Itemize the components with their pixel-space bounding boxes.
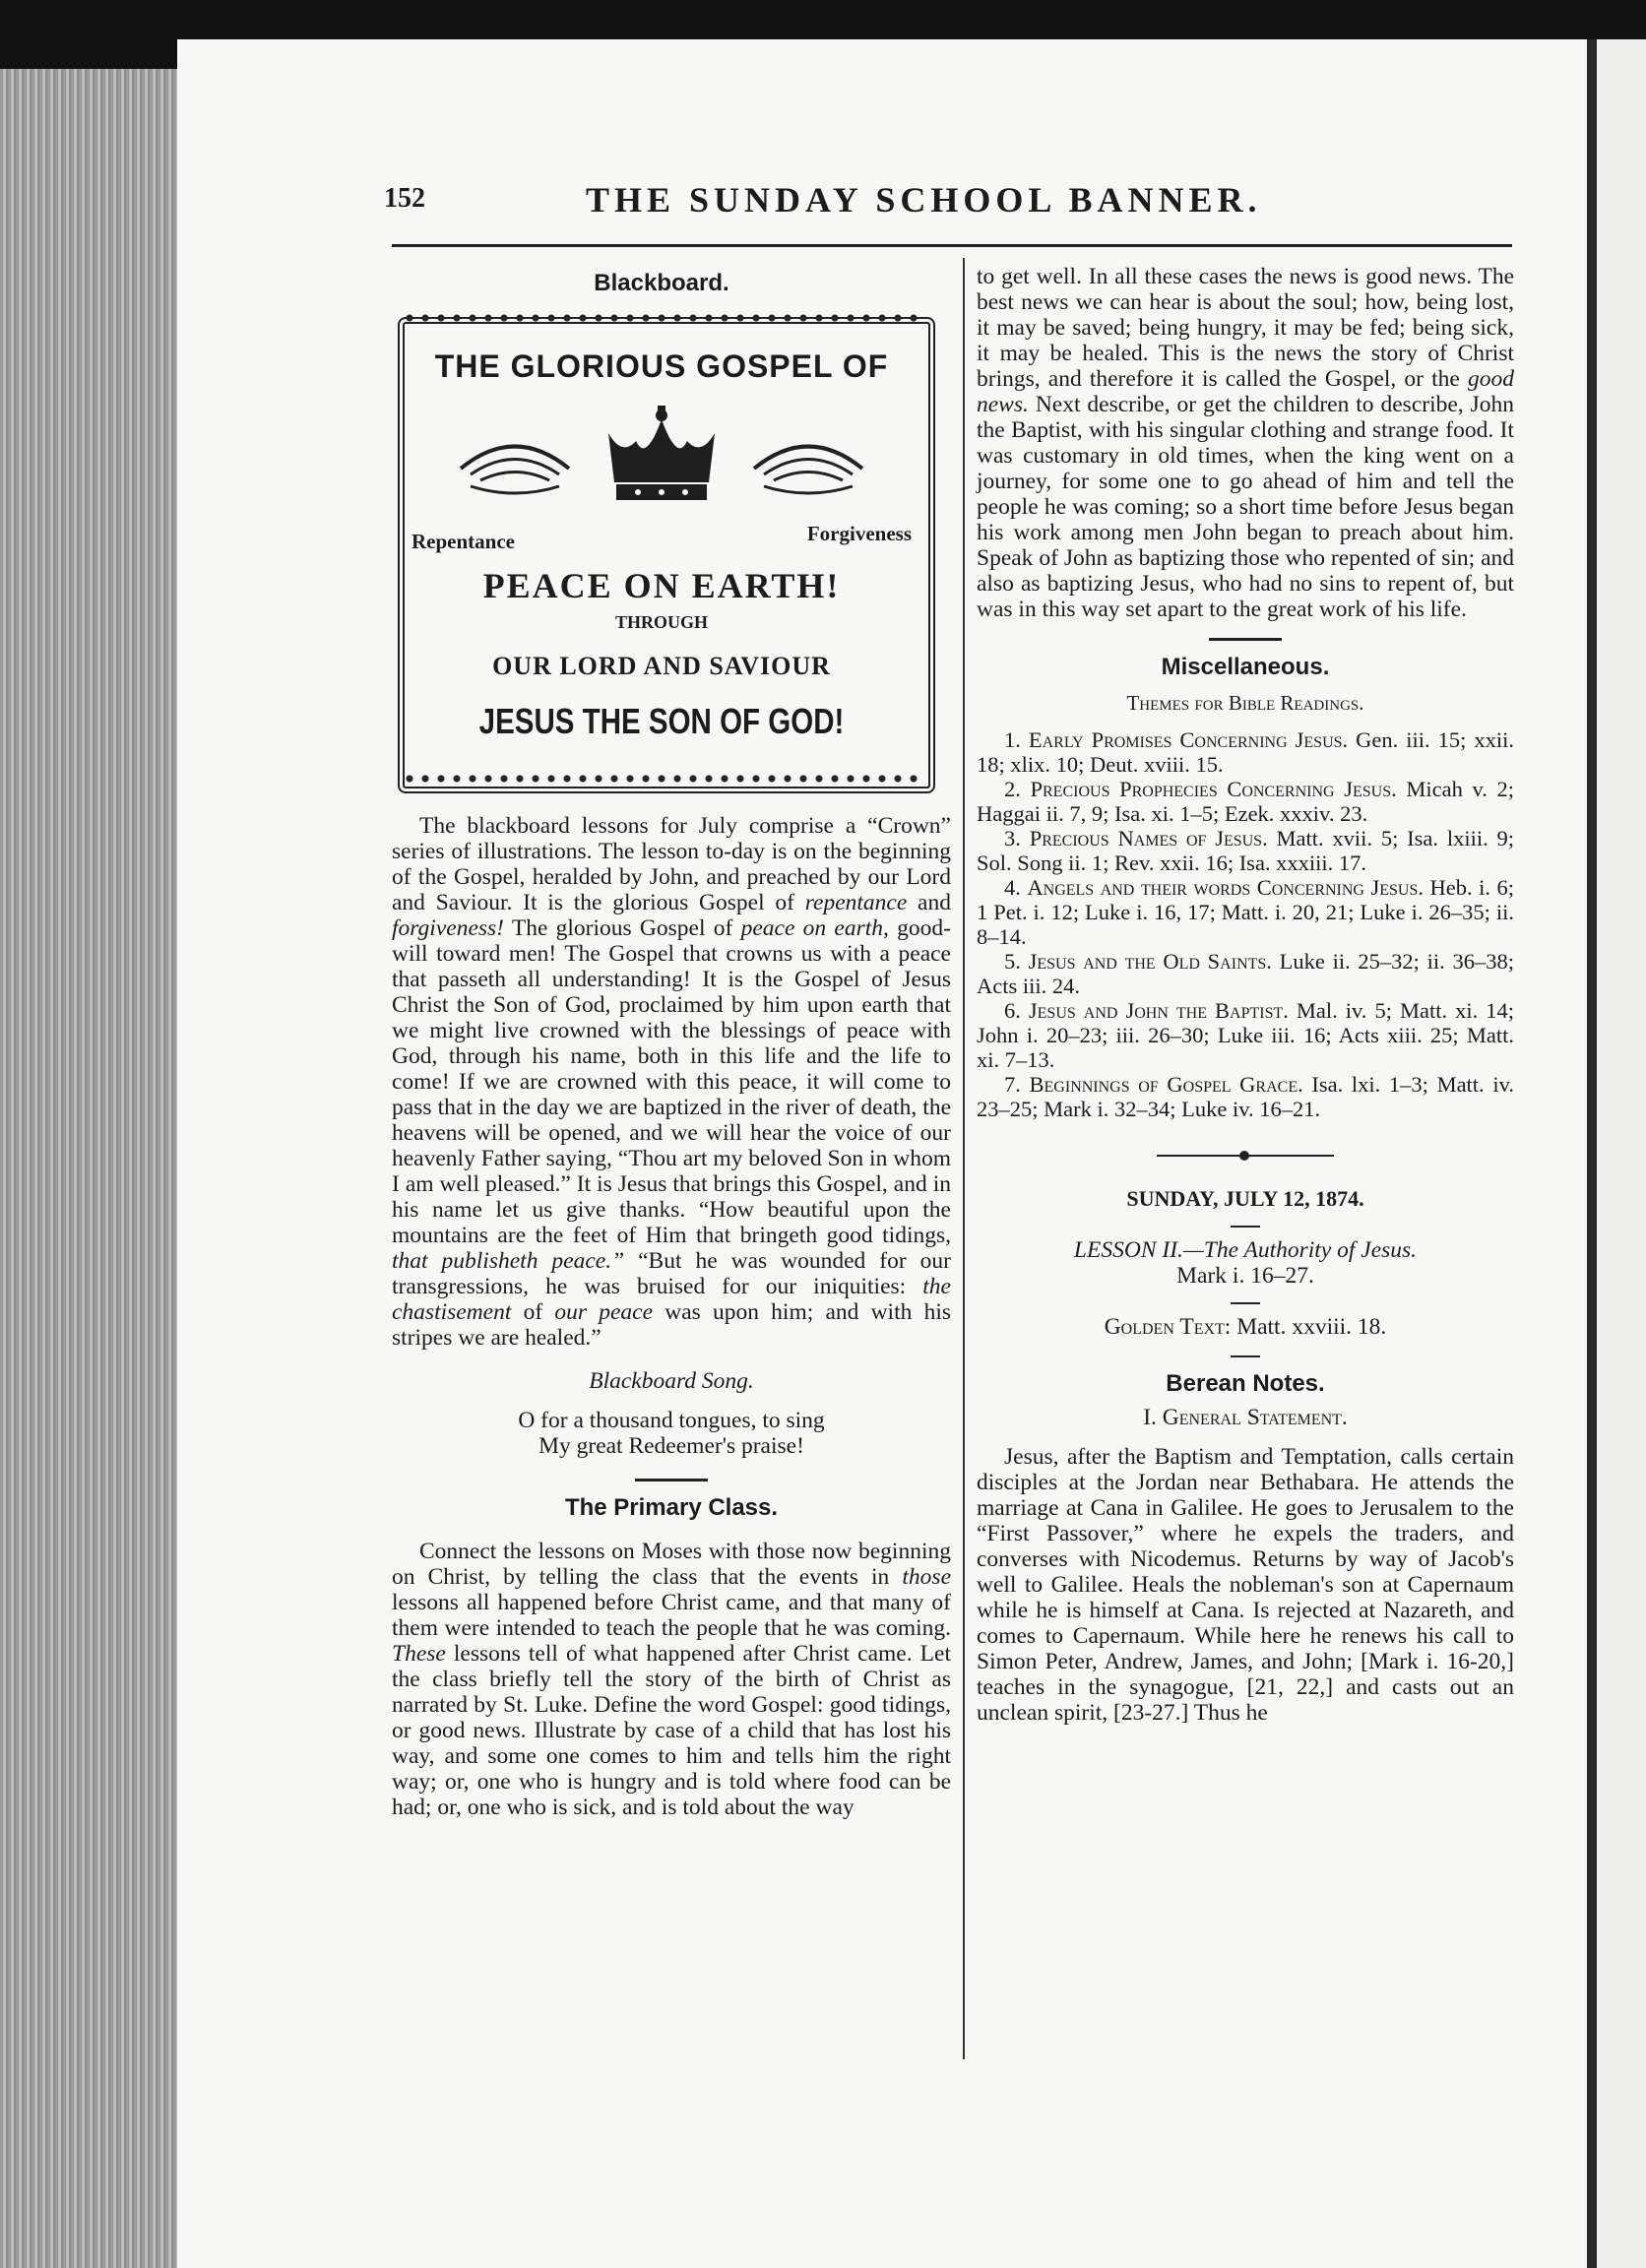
theme-title: Precious Names of Jesus. <box>1029 826 1268 850</box>
text-run-italic: forgiveness! <box>392 915 504 941</box>
right-column-text <box>963 264 1514 1726</box>
header-rule <box>392 244 1512 247</box>
theme-number: 6. <box>1004 998 1029 1023</box>
theme-item <box>977 1072 1514 1121</box>
small-rule <box>1231 1302 1260 1304</box>
blackboard-paragraph <box>392 813 951 1351</box>
lesson-reference: Mark i. 16–27. <box>1176 1263 1314 1289</box>
themes-list <box>977 727 1514 1121</box>
gutter-shadow <box>1587 39 1597 2268</box>
crown-icon <box>602 406 721 514</box>
text-run: and <box>907 890 951 915</box>
general-statement-paragraph: Jesus, after the Baptism and Temptation, calls certain disciples at the Jordan near Bethabara. He attends the marriage at Cana in Galilee. He goes to Jerusalem to the “First Passover,” where he expels the traders, and converses with Nicodemus. Returns by way of Jacob's well to Galilee. Heals the nobleman's son at Capernaum while he is himself at Cana. Is rejected at Nazareth, and comes to Capernaum. While here he renews his call to Simon Peter, Andrew, James, and John; [Mark i. 16-20,] teaches in the synagogue, [21, 22,] and casts out an unclean spirit, [23-27.] Thus he <box>977 1444 1514 1726</box>
running-title: THE SUNDAY SCHOOL BANNER. <box>586 180 1262 220</box>
theme-refs: Heb. i. 6; 1 Pet. i. 12; Luke i. 16, 17; Matt. i. 20, 21; Luke i. 26–35; ii. 8–14. <box>977 875 1514 949</box>
text-run: “But he was wounded for our transgressions, he was bruised for our iniquities: <box>392 1248 951 1299</box>
section-rule <box>635 1479 708 1481</box>
theme-item <box>977 949 1514 998</box>
theme-refs: Micah v. 2; Haggai ii. 7, 9; Isa. xi. 1–5; Ezek. xxxiv. 23. <box>977 777 1514 826</box>
golden-text-ref: : Matt. xxviii. 18. <box>1224 1314 1387 1340</box>
section-rule <box>1209 638 1282 641</box>
chain-border-bottom <box>402 774 918 784</box>
text-run: The glorious Gospel of <box>504 915 741 941</box>
theme-title: Early Promises Concerning Jesus. <box>1028 727 1349 752</box>
theme-title: Jesus and the Old Saints. <box>1028 949 1272 974</box>
facing-page-edge <box>1597 39 1646 2268</box>
text-run-italic: those <box>902 1564 951 1590</box>
text-run: lessons tell of what happened after Christ came. Let the class briefly tell the story of the birth of Christ as narrated by St. Luke. Define the word Gospel: good tidings, or good news. Illustrate by case of a child that has lost his way, and some one comes to him and tells him the right way; or, one who is hungry and is told where food can be had; or, one who is sick, and is told about the way <box>392 1641 951 1820</box>
theme-item <box>977 727 1514 777</box>
theme-number: 1. <box>1004 727 1029 752</box>
primary-class-continued <box>977 264 1514 622</box>
text-run-italic: These <box>392 1641 446 1667</box>
song-heading: Blackboard Song. <box>589 1368 754 1394</box>
general-statement-heading: I. General Statement. <box>1143 1405 1348 1430</box>
song-line-2: My great Redeemer's praise! <box>538 1433 804 1459</box>
left-ray-icon <box>451 429 579 498</box>
theme-refs: Isa. lxi. 1–3; Matt. iv. 23–25; Mark i. 32–34; Luke iv. 16–21. <box>977 1072 1514 1121</box>
theme-title: Angels and their words Concerning Jesus. <box>1027 875 1424 900</box>
text-run: Connect the lessons on Moses with those now beginning on Christ, by telling the class that the events in <box>392 1539 951 1590</box>
right-ray-icon <box>744 429 872 498</box>
theme-item <box>977 875 1514 949</box>
berean-notes-heading: Berean Notes. <box>1166 1370 1325 1397</box>
theme-refs: Matt. xvii. 5; Isa. lxiii. 9; Sol. Song ii. 1; Rev. xxii. 16; Isa. xxxiii. 17. <box>977 826 1514 875</box>
small-rule <box>1231 1226 1260 1228</box>
blackboard-heading: Blackboard. <box>594 270 729 296</box>
theme-title: Precious Prophecies Concerning Jesus. <box>1030 777 1397 801</box>
theme-item <box>977 777 1514 826</box>
lesson-title: LESSON II.—The Authority of Jesus. <box>1073 1237 1418 1263</box>
primary-class-heading: The Primary Class. <box>564 1494 779 1521</box>
song-line-1: O for a thousand tongues, to sing <box>518 1408 825 1433</box>
text-run: of <box>511 1299 555 1325</box>
book-page-edges <box>0 69 177 2268</box>
primary-class-paragraph <box>392 1539 951 1820</box>
page-number: 152 <box>384 183 425 214</box>
text-run: lessons all happened before Christ came, and that many of them were intended to teach the people that he was coming. <box>392 1590 951 1641</box>
theme-refs: Luke ii. 25–32; ii. 36–38; Acts iii. 24. <box>977 949 1514 998</box>
ornament-rule <box>1157 1151 1334 1161</box>
theme-number: 3. <box>1004 826 1030 850</box>
board-line-gospel: THE GLORIOUS GOSPEL OF <box>434 348 889 384</box>
text-run: Next describe, or get the children to describe, John the Baptist, with his singular clothing and strange food. It was customary in old times, when the king went on a journey, for some one to go ahead of him and tell the people he was coming; so a short time before Jesus began his work among men John began to preach about him. Speak of John as baptizing those who repented of sin; and also as baptizing Jesus, who had no sins to repent of, but was in this way set apart to the great work of his life. <box>977 392 1514 622</box>
board-word-forgiveness: Forgiveness <box>806 522 912 545</box>
theme-refs: Gen. iii. 15; xxii. 18; xlix. 10; Deut. xviii. 15. <box>977 727 1515 777</box>
ornament-dot <box>1239 1151 1249 1161</box>
text-run: The blackboard lessons for July comprise a “Crown” series of illustrations. The lesson to-day is on the beginning of the Gospel, heralded by John, and preached by our Lord and Saviour. It is the glorious Gospel of <box>392 813 951 915</box>
text-run-italic: repentance <box>804 890 908 915</box>
text-run-italic: peace on earth, <box>740 915 889 941</box>
blackboard-illustration <box>392 311 931 793</box>
miscellaneous-heading: Miscellaneous. <box>1161 654 1330 680</box>
theme-number: 4. <box>1004 875 1028 900</box>
theme-number: 7. <box>1004 1072 1030 1097</box>
left-column-text <box>392 813 951 1820</box>
board-line-peace: PEACE ON EARTH! <box>482 566 841 605</box>
theme-item <box>977 826 1514 875</box>
text-run-italic: that publisheth peace.” <box>392 1248 625 1274</box>
text-run-italic: good news. <box>977 366 1514 417</box>
sunday-date-heading: SUNDAY, JULY 12, 1874. <box>1126 1186 1364 1211</box>
board-word-repentance: Repentance <box>412 530 515 553</box>
text-run: to get well. In all these cases the news is good news. The best news we can hear is about the soul; how, being lost, it may be saved; being hungry, it may be fed; being sick, it may be healed. This is the news the story of Christ brings, and therefore it is called the Gospel, or the <box>977 264 1514 392</box>
theme-item <box>977 998 1514 1072</box>
golden-text-label: Golden Text <box>1104 1314 1225 1340</box>
theme-title: Jesus and John the Baptist. <box>1028 998 1289 1023</box>
board-line-lord: OUR LORD AND SAVIOUR <box>492 652 831 680</box>
text-run-italic: our peace <box>554 1299 654 1325</box>
page-header <box>384 175 1309 234</box>
text-run: good-will toward men! The Gospel that crowns us with a peace that passeth all understanding! It is the Gospel of Jesus Christ the Son of God, proclaimed by him upon earth that we might live crowned with the blessings of peace with God, through his name, both in this life and the life to come! If we are crowned with this peace, it will come to pass that in the day we are baptized in the river of death, the heavens will be opened, and we will hear the voice of our heavenly Father saying, “Thou art my beloved Son in whom I am well pleased.” It is Jesus that brings this Gospel, and in his name let us give thanks. “How beautiful upon the mountains are the feet of Him that bringeth good tidings, <box>392 915 951 1248</box>
text-run-italic: the chastisement <box>392 1274 951 1325</box>
theme-title: Beginnings of Gospel Grace. <box>1029 1072 1303 1097</box>
small-rule <box>1231 1355 1260 1357</box>
theme-number: 5. <box>1004 949 1029 974</box>
golden-text <box>977 1314 1514 1340</box>
theme-number: 2. <box>1004 777 1031 801</box>
text-run: was upon him; and with his stripes we are healed.” <box>392 1299 951 1351</box>
theme-refs: Mal. iv. 5; Matt. xi. 14; John i. 20–23; iii. 26–30; Luke iii. 16; Acts xiii. 25; Matt. xi. 7–13. <box>977 998 1514 1072</box>
board-line-jesus: JESUS THE SON OF GOD! <box>478 701 845 741</box>
board-line-through: THROUGH <box>614 612 708 632</box>
themes-heading: Themes for Bible Readings. <box>1126 691 1364 715</box>
